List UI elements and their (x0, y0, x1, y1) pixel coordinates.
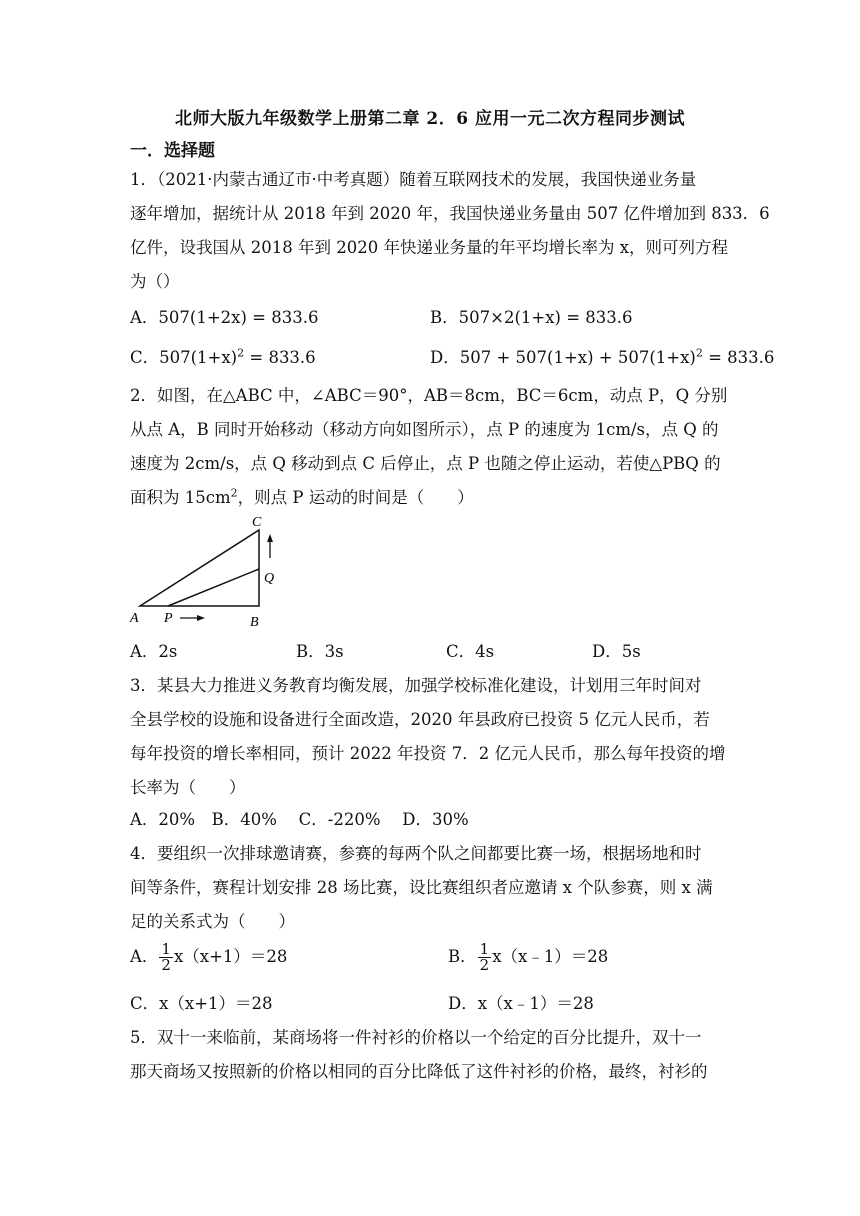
label-a: A (130, 611, 139, 626)
q1-option-d-exponent: 2 (695, 346, 703, 360)
q3-line-3: 每年投资的增长率相同，预计 2022 年投资 7．2 亿元人民币，那么每年投资的增 (130, 744, 726, 763)
q2-option-a: A．2s (130, 642, 178, 661)
q1-option-c-exponent: 2 (237, 346, 245, 360)
q1-option-c (130, 344, 316, 368)
q4-option-a-label: A． (130, 947, 159, 966)
q4-option-b-expr: x（x﹣1）＝28 (492, 947, 609, 966)
p-arrow-head (197, 615, 205, 621)
q3-options: A．20% B．40% C．-220% D．30% (130, 810, 469, 829)
q4-option-d: D．x（x﹣1）＝28 (448, 994, 594, 1013)
triangle-figure (128, 512, 278, 630)
q5-line-2: 那天商场又按照新的价格以相同的百分比降低了这件衬衫的价格，最终，衬衫的 (130, 1062, 708, 1081)
q4-line-1: 4．要组织一次排球邀请赛，参赛的每两个队之间都要比赛一场，根据场地和时 (130, 844, 702, 863)
q3-line-2: 全县学校的设施和设备进行全面改造，2020 年县政府已投资 5 亿元人民币，若 (130, 710, 710, 729)
document-title: 北师大版九年级数学上册第二章 2．6 应用一元二次方程同步测试 (175, 109, 685, 129)
q4-option-b (448, 942, 608, 973)
q2-line-2: 从点 A，B 同时开始移动（移动方向如图所示），点 P 的速度为 1cm/s，点 Q 的 (130, 420, 719, 439)
q1-option-b: B．507×2(1+x) = 833.6 (430, 308, 633, 327)
q1-option-d (430, 344, 774, 368)
q2-option-c: C．4s (446, 642, 495, 661)
q2-line-4 (130, 484, 474, 508)
q2-area-exponent: 2 (230, 486, 238, 500)
q5-line-1: 5．双十一来临前，某商场将一件衬衫的价格以一个给定的百分比提升，双十一 (130, 1028, 702, 1047)
q1-line-3: 亿件，设我国从 2018 年到 2020 年快递业务量的年平均增长率为 x，则可列方程 (130, 238, 729, 257)
q2-option-d: D．5s (592, 642, 641, 661)
q1-line-2: 逐年增加，据统计从 2018 年到 2020 年，我国快递业务量由 507 亿件增加到 833．6 (130, 204, 770, 223)
q4-option-b-denominator: 2 (479, 956, 490, 974)
q4-option-b-fraction (478, 942, 492, 973)
section-heading: 一．选择题 (130, 141, 215, 161)
q1-option-c-rhs: = 833.6 (244, 348, 316, 367)
q2-line-4-text: 面积为 15cm (130, 488, 231, 507)
q1-line-4: 为（） (130, 272, 180, 291)
q1-option-a: A．507(1+2x) = 833.6 (130, 308, 319, 327)
label-p: P (164, 611, 173, 626)
q1-option-c-base: C．507(1+x) (130, 348, 238, 367)
q2-line-4-rest: ，则点 P 运动的时间是（ ） (237, 488, 474, 507)
q3-line-4: 长率为（ ） (130, 778, 246, 797)
q4-option-a-expr: x（x+1）＝28 (173, 947, 288, 966)
q1-option-d-rhs: = 833.6 (702, 348, 775, 367)
q4-line-2: 间等条件，赛程计划安排 28 场比赛，设比赛组织者应邀请 x 个队参赛，则 x 满 (130, 878, 713, 897)
q4-option-a-numerator: 1 (161, 940, 171, 958)
q4-option-b-numerator: 1 (479, 940, 490, 958)
q4-option-c: C．x（x+1）＝28 (130, 994, 273, 1013)
q4-line-3: 足的关系式为（ ） (130, 912, 295, 931)
q1-option-d-base: D．507 + 507(1+x) + 507(1+x) (430, 348, 696, 367)
q4-option-a-denominator: 2 (161, 956, 171, 974)
q2-line-3: 速度为 2cm/s，点 Q 移动到点 C 后停止，点 P 也随之停止运动，若使△PBQ 的 (130, 454, 721, 473)
label-c: C (252, 515, 262, 530)
label-b: B (250, 615, 259, 630)
triangle-abc (140, 530, 259, 606)
q2-option-b: B．3s (296, 642, 344, 661)
q3-line-1: 3．某县大力推进义务教育均衡发展，加强学校标准化建设，计划用三年时间对 (130, 676, 702, 695)
q4-option-a (130, 942, 287, 973)
q2-line-1: 2．如图，在△ABC 中，∠ABC＝90°，AB＝8cm，BC＝6cm，动点 P，Q 分别 (130, 386, 728, 405)
q4-option-b-label: B． (448, 947, 477, 966)
q4-option-a-fraction (159, 942, 173, 973)
q-arrow-head (267, 534, 273, 542)
segment-pq (168, 569, 259, 606)
q1-line-1: 1．（2021·内蒙古通辽市·中考真题）随着互联网技术的发展，我国快递业务量 (130, 170, 697, 189)
label-q: Q (264, 571, 275, 586)
